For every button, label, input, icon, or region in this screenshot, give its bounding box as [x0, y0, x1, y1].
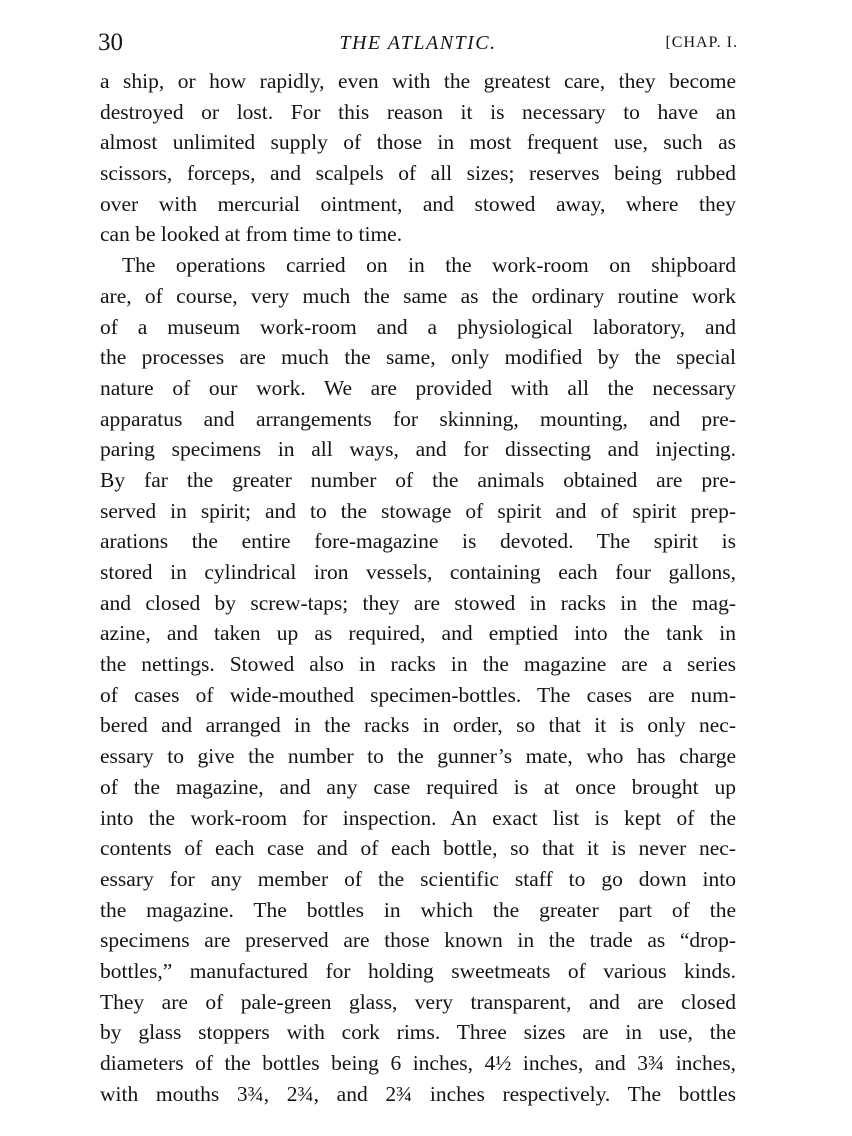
- text-line: arations the entire fore-magazine is devoted. The spirit is: [100, 529, 736, 554]
- text-line: They are of pale-green glass, very transparent, and are closed: [100, 989, 736, 1014]
- text-line: into the work-room for inspection. An exact list is kept of the: [100, 805, 736, 830]
- text-line: By far the greater number of the animals obtained are pre-: [100, 467, 736, 492]
- text-line: specimens are preserved are those known in the trade as “drop-: [100, 928, 736, 953]
- chapter-reference: [CHAP. I.: [665, 34, 738, 51]
- text-line: a ship, or how rapidly, even with the greatest care, they become: [100, 69, 736, 93]
- text-line: the magazine. The bottles in which the greater part of the: [100, 897, 736, 922]
- paragraph-start-line: The operations carried on in the work-room on shipboard: [122, 253, 736, 278]
- page-number: 30: [98, 29, 123, 56]
- text-line: stored in cylindrical iron vessels, containing each four gallons,: [100, 560, 736, 584]
- text-line: of the magazine, and any case required is at once brought up: [100, 774, 736, 799]
- text-line: essary for any member of the scientific staff to go down into: [100, 866, 736, 891]
- text-line: bottles,” manufactured for holding sweetmeats of various kinds.: [100, 958, 736, 983]
- text-line: the nettings. Stowed also in racks in the magazine are a series: [100, 652, 736, 677]
- text-line: destroyed or lost. For this reason it is necessary to have an: [100, 99, 736, 124]
- text-line: diameters of the bottles being 6 inches, 4½ inches, and 3¾ inches,: [100, 1051, 736, 1075]
- text-line: contents of each case and of each bottle, so that it is never nec-: [100, 836, 736, 861]
- text-line: nature of our work. We are provided with all the necessary: [100, 375, 736, 400]
- text-line: bered and arranged in the racks in order, so that it is only nec-: [100, 713, 736, 738]
- text-line: essary to give the number to the gunner’s mate, who has charge: [100, 744, 736, 769]
- text-line: of cases of wide-mouthed specimen-bottles. The cases are num-: [100, 682, 736, 707]
- text-line: by glass stoppers with cork rims. Three sizes are in use, the: [100, 1020, 736, 1045]
- text-line: almost unlimited supply of those in most frequent use, such as: [100, 130, 736, 155]
- body-text: [100, 66, 736, 1109]
- text-line: served in spirit; and to the stowage of spirit and of spirit prep-: [100, 498, 736, 523]
- text-line: are, of course, very much the same as the ordinary routine work: [100, 283, 736, 308]
- page-header: [98, 26, 738, 60]
- running-title: THE ATLANTIC.: [339, 32, 497, 54]
- text-line: azine, and taken up as required, and emptied into the tank in: [100, 621, 736, 646]
- paragraph-end-line: can be looked at from time to time.: [100, 222, 403, 247]
- text-line: scissors, forceps, and scalpels of all sizes; reserves being rubbed: [100, 161, 736, 186]
- text-line: apparatus and arrangements for skinning, mounting, and pre-: [100, 406, 736, 431]
- text-line: with mouths 3¾, 2¾, and 2¾ inches respectively. The bottles: [100, 1081, 736, 1106]
- text-line: and closed by screw-taps; they are stowed in racks in the mag-: [100, 590, 736, 615]
- text-line: the processes are much the same, only modified by the special: [100, 345, 736, 370]
- text-line: of a museum work-room and a physiological laboratory, and: [100, 314, 736, 339]
- text-line: paring specimens in all ways, and for dissecting and injecting.: [100, 437, 736, 462]
- text-line: over with mercurial ointment, and stowed away, where they: [100, 191, 736, 216]
